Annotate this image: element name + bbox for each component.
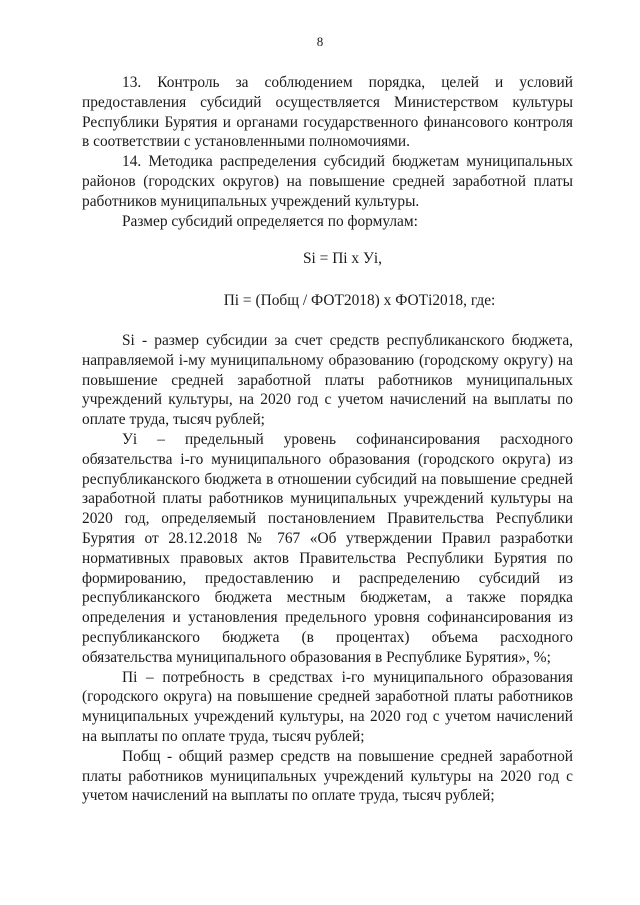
paragraph-methodology-clause: 14. Методика распределения субсидий бюджетам муниципальных районов (городских округов) на повышение средней заработной платы работников муниципальных учреждений культуры. [82, 153, 573, 210]
definition-pi: Пi – потребность в средствах i-го муниципального образования (городского округа) на повышение средней заработной платы работников муниципальных учреждений культуры, на 2020 год с учетом начислений на выплаты по оплате труда, тысяч рублей; [82, 668, 573, 745]
definition-si: Si - размер субсидии за счет средств республиканского бюджета, направляемой i-му муниципальному образованию (городскому округу) на повышение средней заработной платы работников муниципальных учреждений культуры, на 2020 год с учетом начислений на выплаты по оплате труда, тысяч рублей; [82, 331, 573, 429]
document-body [82, 73, 573, 806]
formula-subsidy: Si = Пi x Уi, [302, 250, 382, 268]
paragraph-formula-intro: Размер субсидий определяется по формулам: [122, 212, 418, 230]
paragraph-control-clause: 13. Контроль за соблюдением порядка, целей и условий предоставления субсидий осуществляется Министерством культуры Республики Бурятия и органами государственного финансового контроля в соответствии с установленными полномочиями. [82, 74, 573, 151]
definition-ptotal: Побщ - общий размер средств на повышение средней заработной платы работников муниципальных учреждений культуры на 2020 год с учетом начислений на выплаты по оплате труда, тысяч рублей; [82, 747, 573, 805]
page-number: 8 [316, 34, 324, 49]
formula-need: Пi = (Побщ / ФОТ2018) x ФОТi2018, где: [223, 292, 496, 310]
definition-ui: Уi – предельный уровень софинансирования расходного обязательства i-го муниципального образования (городского округа) из республиканского бюджета в отношении субсидий на повышение средней заработной платы работников муниципальных учреждений культуры на 2020 год, определяемый постановлением Правительства Республики Бурятия от 28.12.2018 № 767 «Об утверждении Правил разработки нормативных правовых актов Правительства Республики Бурятия по формированию, предоставлению и распределению субсидий из республиканского бюджета местным бюджетам, а также порядка определения и установления предельного уровня софинансирования из республиканского бюджета (в процентах) объема расходного обязательства муниципального образования в Республике Бурятия», %; [82, 430, 573, 666]
